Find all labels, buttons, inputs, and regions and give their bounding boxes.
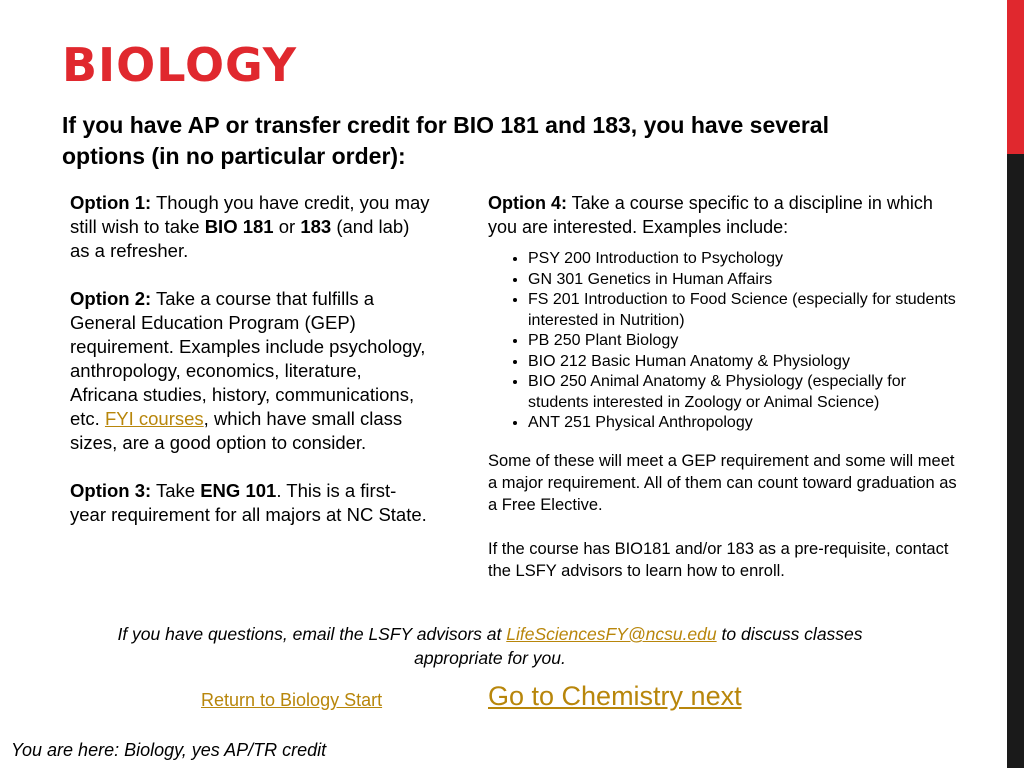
option-3-label: Option 3: bbox=[70, 480, 152, 501]
fyi-courses-link[interactable]: FYI courses bbox=[104, 408, 204, 429]
questions-note-text-a: If you have questions, email the LSFY advisors at bbox=[117, 624, 507, 644]
course-item: • PSY 200 Introduction to Psychology bbox=[528, 249, 958, 270]
course-item: • ANT 251 Physical Anthropology bbox=[528, 413, 958, 434]
option-2-text-a: Take a course that fulfills a General Education Program (GEP) requirement. Examples include psychology, anthropology, economics, literature, Africana studies, history, communications, etc. bbox=[70, 288, 426, 429]
course-item: • BIO 250 Animal Anatomy & Physiology (especially for students interested in Zoology or Animal Science) bbox=[528, 372, 958, 413]
questions-note bbox=[90, 622, 890, 670]
option-1 bbox=[70, 191, 430, 263]
go-to-chemistry-link[interactable]: Go to Chemistry next bbox=[488, 681, 742, 711]
option-2-text-b: , which have small class sizes, are a good option to consider. bbox=[70, 408, 403, 453]
left-column bbox=[70, 191, 430, 551]
option-1-text-a: Though you have credit, you may still wish to take bbox=[70, 192, 430, 237]
return-to-biology-link[interactable]: Return to Biology Start bbox=[201, 690, 383, 710]
course-item: • GN 301 Genetics in Human Affairs bbox=[528, 270, 958, 291]
option-2 bbox=[70, 287, 430, 455]
option-4-label: Option 4: bbox=[488, 193, 567, 213]
course-item: • BIO 212 Basic Human Anatomy & Physiology bbox=[528, 352, 958, 373]
course-item: • FS 201 Introduction to Food Science (especially for students interested in Nutrition) bbox=[528, 290, 958, 331]
option-1-bold-a: BIO 181 bbox=[204, 216, 274, 237]
option-1-bold-b: 183 bbox=[300, 216, 332, 237]
option-3 bbox=[70, 479, 430, 527]
option-1-label: Option 1: bbox=[70, 192, 152, 213]
course-list bbox=[488, 249, 958, 434]
breadcrumb: You are here: Biology, yes AP/TR credit bbox=[11, 740, 327, 760]
option-4-text-a: Take a course specific to a discipline in which you are interested. Examples include: bbox=[488, 193, 933, 237]
option-4-paragraph-gep: Some of these will meet a GEP requirement and some will meet a major requirement. All of them can count toward graduation as a Free Elective. bbox=[488, 451, 957, 514]
option-1-text-b: or bbox=[273, 216, 301, 237]
option-4 bbox=[488, 191, 958, 239]
right-column bbox=[488, 191, 958, 582]
course-item: • PB 250 Plant Biology bbox=[528, 331, 958, 352]
questions-note-text-b: to discuss classes appropriate for you. bbox=[414, 624, 863, 668]
email-link[interactable]: LifeSciencesFY@ncsu.edu bbox=[506, 624, 717, 644]
option-3-text-b: . This is a first-year requirement for all majors at NC State. bbox=[70, 480, 427, 525]
accent-bar-red-segment bbox=[1007, 0, 1024, 154]
option-3-bold-a: ENG 101 bbox=[200, 480, 277, 501]
option-2-label: Option 2: bbox=[70, 288, 152, 309]
option-1-text-c: (and lab) as a refresher. bbox=[70, 216, 410, 261]
page-title: BIOLOGY bbox=[62, 38, 298, 92]
right-accent-bar bbox=[1007, 0, 1024, 768]
option-3-text-a: Take bbox=[151, 480, 201, 501]
page-subtitle: If you have AP or transfer credit for BIO 181 and 183, you have several options (in no particular order): bbox=[62, 112, 829, 169]
option-4-paragraph-prereq: If the course has BIO181 and/or 183 as a pre-requisite, contact the LSFY advisors to learn how to enroll. bbox=[488, 539, 949, 580]
